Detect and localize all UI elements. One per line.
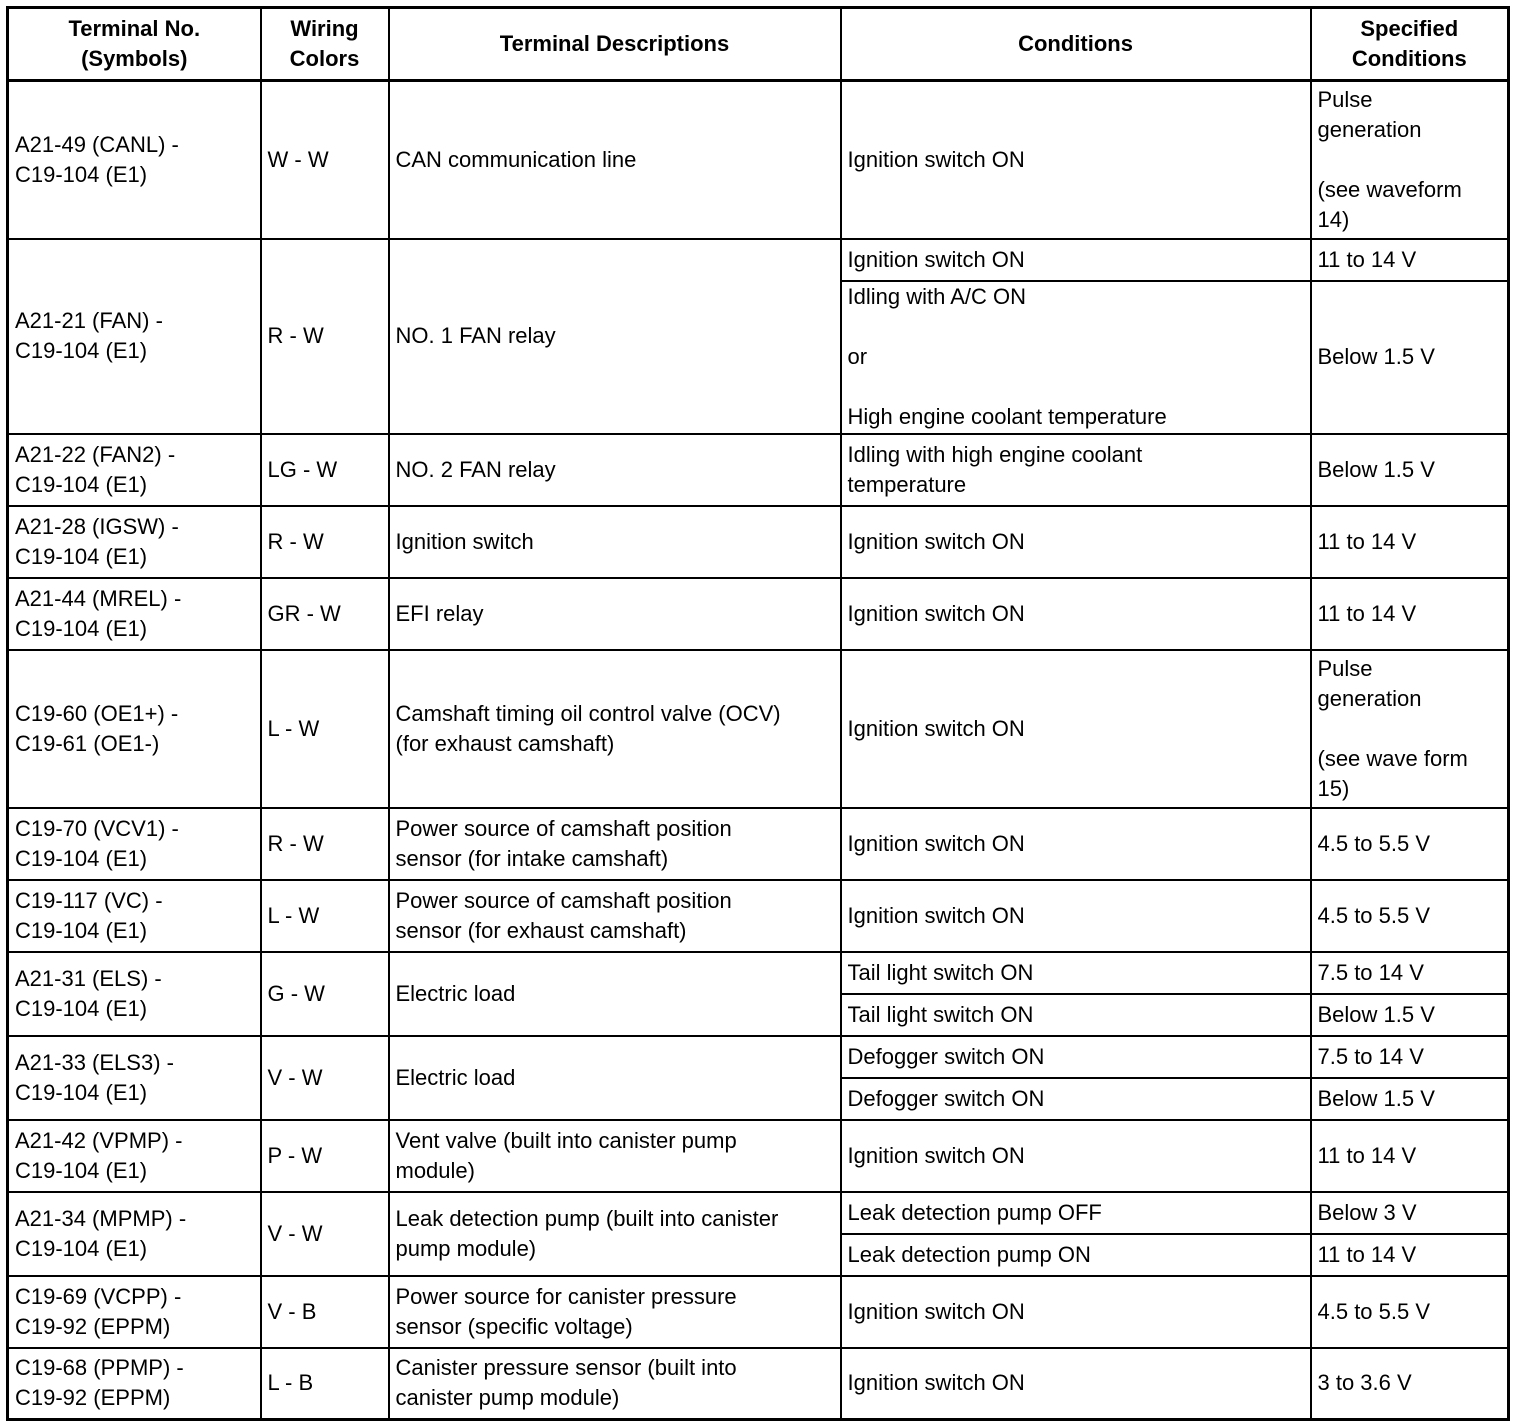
- table-row: [8, 239, 1509, 281]
- description-cell: Electric load: [389, 952, 841, 1036]
- terminal-cell: A21-34 (MPMP) - C19-104 (E1): [8, 1192, 261, 1276]
- table-row: [8, 1348, 1509, 1420]
- spec-cell: Pulse generation (see wave form 15): [1311, 650, 1509, 808]
- condition-cell: Ignition switch ON: [841, 239, 1311, 281]
- spec-cell: Below 3 V: [1311, 1192, 1509, 1234]
- condition-cell: Tail light switch ON: [841, 952, 1311, 994]
- header-specified: Specified Conditions: [1311, 8, 1509, 81]
- condition-cell: Leak detection pump OFF: [841, 1192, 1311, 1234]
- condition-cell: Defogger switch ON: [841, 1078, 1311, 1120]
- table-row: [8, 1192, 1509, 1234]
- wiring-cell: LG - W: [261, 434, 389, 506]
- spec-cell: 11 to 14 V: [1311, 506, 1509, 578]
- condition-cell: Ignition switch ON: [841, 1348, 1311, 1420]
- header-terminal: Terminal No. (Symbols): [8, 8, 261, 81]
- terminal-cell: A21-33 (ELS3) - C19-104 (E1): [8, 1036, 261, 1120]
- spec-cell: 11 to 14 V: [1311, 239, 1509, 281]
- spec-cell: 11 to 14 V: [1311, 1234, 1509, 1276]
- condition-cell: Idling with A/C ON or High engine coolant temperature: [841, 281, 1311, 434]
- condition-cell: Ignition switch ON: [841, 506, 1311, 578]
- spec-cell: Below 1.5 V: [1311, 281, 1509, 434]
- wiring-cell: G - W: [261, 952, 389, 1036]
- condition-cell: Tail light switch ON: [841, 994, 1311, 1036]
- terminal-cell: C19-69 (VCPP) - C19-92 (EPPM): [8, 1276, 261, 1348]
- description-cell: Electric load: [389, 1036, 841, 1120]
- description-cell: Canister pressure sensor (built into canister pump module): [389, 1348, 841, 1420]
- wiring-cell: R - W: [261, 808, 389, 880]
- wiring-cell: L - W: [261, 650, 389, 808]
- condition-cell: Ignition switch ON: [841, 808, 1311, 880]
- condition-cell: Defogger switch ON: [841, 1036, 1311, 1078]
- wiring-cell: GR - W: [261, 578, 389, 650]
- header-wiring: Wiring Colors: [261, 8, 389, 81]
- terminal-cell: A21-44 (MREL) - C19-104 (E1): [8, 578, 261, 650]
- table-row: [8, 578, 1509, 650]
- condition-cell: Leak detection pump ON: [841, 1234, 1311, 1276]
- description-cell: Power source for canister pressure sensor (specific voltage): [389, 1276, 841, 1348]
- table-row: [8, 434, 1509, 506]
- description-cell: Leak detection pump (built into canister pump module): [389, 1192, 841, 1276]
- terminal-cell: C19-60 (OE1+) - C19-61 (OE1-): [8, 650, 261, 808]
- spec-cell: 4.5 to 5.5 V: [1311, 1276, 1509, 1348]
- spec-cell: Below 1.5 V: [1311, 1078, 1509, 1120]
- description-cell: Vent valve (built into canister pump module): [389, 1120, 841, 1192]
- spec-cell: 7.5 to 14 V: [1311, 1036, 1509, 1078]
- wiring-cell: W - W: [261, 81, 389, 239]
- wiring-cell: P - W: [261, 1120, 389, 1192]
- description-cell: Ignition switch: [389, 506, 841, 578]
- table-row: [8, 506, 1509, 578]
- terminal-cell: C19-68 (PPMP) - C19-92 (EPPM): [8, 1348, 261, 1420]
- wiring-cell: R - W: [261, 506, 389, 578]
- condition-cell: Ignition switch ON: [841, 1120, 1311, 1192]
- condition-cell: Ignition switch ON: [841, 81, 1311, 239]
- description-cell: NO. 2 FAN relay: [389, 434, 841, 506]
- wiring-cell: L - W: [261, 880, 389, 952]
- spec-cell: Below 1.5 V: [1311, 434, 1509, 506]
- description-cell: NO. 1 FAN relay: [389, 239, 841, 434]
- condition-cell: Ignition switch ON: [841, 880, 1311, 952]
- table-row: [8, 1276, 1509, 1348]
- spec-cell: 4.5 to 5.5 V: [1311, 808, 1509, 880]
- spec-cell: Below 1.5 V: [1311, 994, 1509, 1036]
- description-cell: CAN communication line: [389, 81, 841, 239]
- table-row: [8, 1120, 1509, 1192]
- terminal-cell: A21-31 (ELS) - C19-104 (E1): [8, 952, 261, 1036]
- condition-cell: Ignition switch ON: [841, 1276, 1311, 1348]
- terminal-cell: A21-49 (CANL) - C19-104 (E1): [8, 81, 261, 239]
- spec-cell: 3 to 3.6 V: [1311, 1348, 1509, 1420]
- spec-cell: 11 to 14 V: [1311, 1120, 1509, 1192]
- terminal-spec-table: [6, 6, 1510, 1421]
- wiring-cell: V - W: [261, 1192, 389, 1276]
- table-row: [8, 808, 1509, 880]
- spec-cell: Pulse generation (see waveform 14): [1311, 81, 1509, 239]
- condition-cell: Ignition switch ON: [841, 650, 1311, 808]
- condition-cell: Ignition switch ON: [841, 578, 1311, 650]
- terminal-cell: C19-70 (VCV1) - C19-104 (E1): [8, 808, 261, 880]
- wiring-cell: L - B: [261, 1348, 389, 1420]
- spec-cell: 7.5 to 14 V: [1311, 952, 1509, 994]
- wiring-cell: V - B: [261, 1276, 389, 1348]
- terminal-cell: C19-117 (VC) - C19-104 (E1): [8, 880, 261, 952]
- spec-cell: 4.5 to 5.5 V: [1311, 880, 1509, 952]
- description-cell: Power source of camshaft position sensor (for intake camshaft): [389, 808, 841, 880]
- description-cell: Power source of camshaft position sensor (for exhaust camshaft): [389, 880, 841, 952]
- description-cell: Camshaft timing oil control valve (OCV) (for exhaust camshaft): [389, 650, 841, 808]
- terminal-cell: A21-42 (VPMP) - C19-104 (E1): [8, 1120, 261, 1192]
- table-row: [8, 952, 1509, 994]
- terminal-cell: A21-28 (IGSW) - C19-104 (E1): [8, 506, 261, 578]
- terminal-cell: A21-21 (FAN) - C19-104 (E1): [8, 239, 261, 434]
- table-row: [8, 650, 1509, 808]
- header-description: Terminal Descriptions: [389, 8, 841, 81]
- table-row: [8, 1036, 1509, 1078]
- description-cell: EFI relay: [389, 578, 841, 650]
- condition-cell: Idling with high engine coolant temperature: [841, 434, 1311, 506]
- header-conditions: Conditions: [841, 8, 1311, 81]
- table-row: [8, 880, 1509, 952]
- table-row: [8, 81, 1509, 239]
- header-row: [8, 8, 1509, 81]
- wiring-cell: V - W: [261, 1036, 389, 1120]
- spec-cell: 11 to 14 V: [1311, 578, 1509, 650]
- wiring-cell: R - W: [261, 239, 389, 434]
- terminal-cell: A21-22 (FAN2) - C19-104 (E1): [8, 434, 261, 506]
